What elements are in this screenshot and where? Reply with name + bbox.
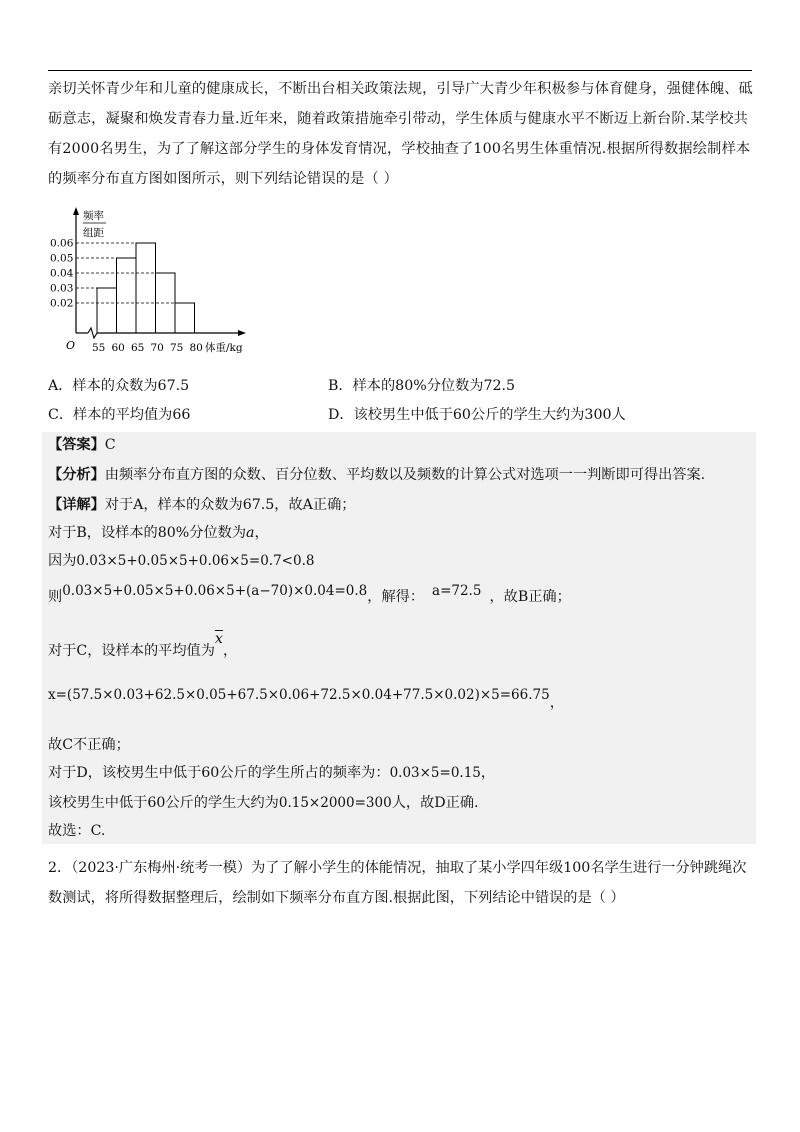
detail-c3: 故C不正确； — [48, 737, 130, 753]
top-rule — [48, 70, 752, 71]
y-tick-label: 0.03 — [50, 282, 74, 295]
detail-c2-math: x=(57.5×0.03+62.5×0.05+67.5×0.06+72.5×0.04+77.5×0.02)×5=66.75 — [48, 687, 550, 703]
analysis-text: 由频率分布直方图的众数、百分位数、平均数以及频数的计算公式对选项一一判断即可得出答案. — [104, 467, 706, 483]
x-axis-arrow — [238, 330, 246, 336]
x-tick-label: 75 — [170, 342, 184, 354]
answer-value: C — [104, 437, 116, 453]
answer-line — [48, 434, 116, 454]
x-axis-label: 体重/kg — [205, 342, 243, 354]
option-d[interactable]: D．该校男生中低于60公斤的学生大约为300人 — [328, 407, 626, 423]
detail-d1-line — [48, 762, 495, 782]
problem-statement — [48, 74, 754, 194]
detail-a: 对于A，样本的众数为67.5，故A正确； — [104, 497, 356, 513]
detail-b3-math: 0.03×5+0.05×5+0.06×5+(a−70)×0.04=0.8 — [62, 583, 368, 599]
detail-c1-end: ， — [222, 643, 238, 659]
detail-c1: 对于C，设样本的平均值为 — [48, 643, 215, 659]
detail-b3-result: a=72.5 — [432, 583, 482, 599]
detail-b3-mid: ，解得： — [367, 589, 425, 605]
x-tick-label: 80 — [189, 342, 203, 354]
detail-b3-line — [48, 583, 571, 606]
answer-options — [48, 372, 754, 430]
y-tick-label: 0.06 — [50, 237, 74, 250]
choose-text: 故选：C. — [48, 823, 106, 839]
y-tick-label: 0.05 — [50, 252, 74, 265]
problem-text: 亲切关怀青少年和儿童的健康成长，不断出台相关政策法规，引导广大青少年积极参与体育健身，强健体魄、砥砺意志，凝聚和焕发青春力量.近年来，随着政策措施牵引带动，学生体质与健康水平不断迈上新台阶.某学校共有2000名男生，为了了解这部分学生的身体发育情况，学校抽查了100名男生体重情况.根据所得数据绘制样本的频率分布直方图如图所示，则下列结论错误的是（ ） — [48, 81, 753, 187]
y-axis-arrow — [73, 207, 79, 215]
detail-d1-math: 0.03×5=0.15 — [389, 765, 481, 781]
detail-c2-end: ， — [549, 695, 564, 711]
option-b[interactable]: B．样本的80%分位数为72.5 — [328, 378, 516, 394]
detail-d2-end: 人，故D正确. — [391, 795, 479, 811]
next-problem — [48, 853, 754, 913]
detail-a-line — [48, 494, 355, 514]
next-problem-text: 2．（2023·广东梅州·统考一模）为了了解小学生的体能情况，抽取了某小学四年级100名学生进行一分钟跳绳次数测试，将所得数据整理后，绘制如下频率分布直方图.根据此图，下列结论中错误的是（ ） — [48, 860, 747, 906]
detail-b1-line — [48, 522, 269, 542]
detail-d2-line — [48, 792, 479, 812]
detail-c1-line — [48, 631, 238, 660]
detail-d2-math: 0.15×2000=300 — [278, 795, 392, 811]
detail-d1: 对于D，该校男生中低于60公斤的学生所占的频率为： — [48, 765, 390, 781]
frequency-histogram — [50, 205, 256, 360]
detail-b2-line — [48, 550, 314, 570]
analysis-tag: 【分析】 — [48, 467, 105, 483]
detail-b1: 对于B，设样本的80%分位数为 — [48, 525, 247, 541]
x-tick-label: 60 — [111, 342, 125, 354]
detail-b1-end: ， — [254, 525, 269, 541]
var-a: a — [246, 525, 255, 541]
histogram-bar — [175, 303, 195, 333]
detail-b2-prefix: 因为 — [48, 553, 77, 569]
detail-d2: 该校男生中低于60公斤的学生大约为 — [48, 795, 279, 811]
detail-b2-math: 0.03×5+0.05×5+0.06×5=0.7<0.8 — [76, 553, 315, 569]
x-tick-label: 55 — [92, 342, 106, 354]
axis-break — [88, 328, 97, 338]
y-label-bottom: 组距 — [83, 227, 104, 239]
y-tick-label: 0.02 — [50, 297, 74, 310]
histogram-bar — [136, 243, 156, 333]
detail-tag: 【详解】 — [48, 497, 105, 513]
x-tick-label: 65 — [131, 342, 145, 354]
y-tick-label: 0.04 — [50, 267, 74, 280]
analysis-line — [48, 464, 705, 484]
option-c[interactable]: C．样本的平均值为66 — [48, 407, 191, 423]
detail-b3-prefix: 则 — [48, 589, 63, 605]
answer-tag: 【答案】 — [48, 437, 105, 453]
choose-line — [48, 820, 105, 840]
y-label-top: 频率 — [83, 210, 104, 222]
x-tick-label: 70 — [150, 342, 164, 354]
origin-label: O — [66, 339, 76, 352]
var-x-bar: $\overline{x}$ — [214, 631, 223, 647]
detail-c2-line — [48, 684, 564, 711]
option-a[interactable]: A．样本的众数为67.5 — [48, 378, 190, 394]
histogram-bar — [117, 258, 137, 333]
histogram-bar — [97, 288, 117, 333]
detail-b3-end: ，故B正确； — [489, 589, 571, 605]
detail-d1-end: ， — [480, 765, 496, 781]
detail-c3-line — [48, 734, 130, 754]
